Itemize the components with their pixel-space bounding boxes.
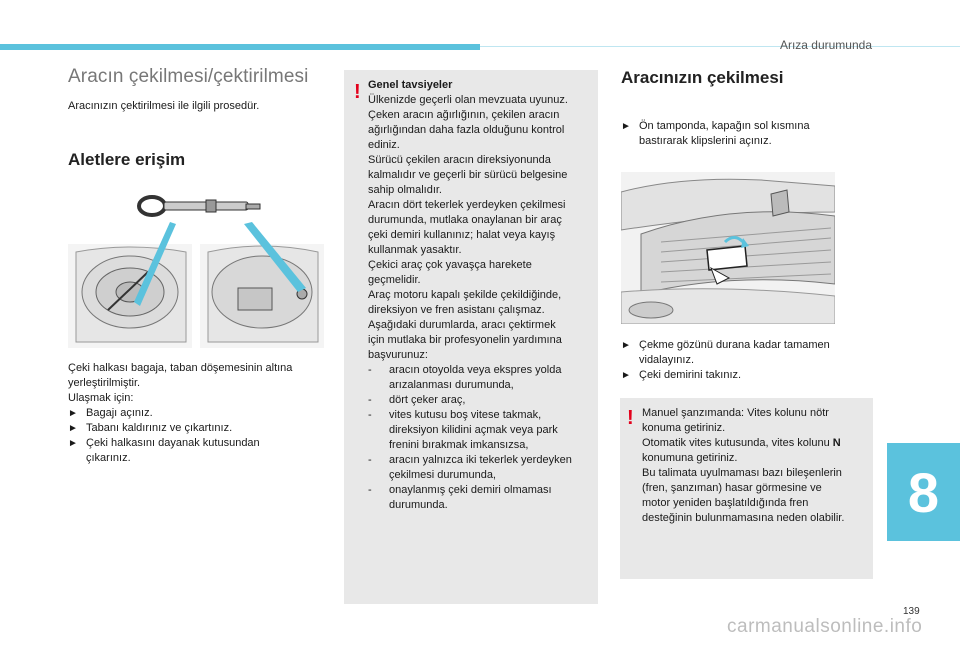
step-open-trunk: ► Bagajı açınız. (68, 407, 153, 419)
chapter-title: Arıza durumunda (779, 38, 872, 52)
front-bumper-illustration (621, 172, 835, 324)
step-take-ring-cont: çıkarınız. (86, 452, 131, 464)
tow-ring-trunk-illustration (68, 192, 326, 350)
advice-line: geçmelidir. (368, 274, 421, 286)
step-screw-eye: ► Çekme gözünü durana kadar tamamen vidalayınız. (621, 339, 830, 366)
note-line: Bu talimata uyulmaması bazı bileşenlerin (642, 467, 842, 479)
step-remove-floor: ► Tabanı kaldırınız ve çıkartınız. (68, 422, 233, 434)
page-number: 139 (903, 606, 920, 617)
dash-item-two-wheels: - aracın yalnızca iki tekerlek yerdeyken çekilmesi durumunda, (368, 454, 572, 481)
warning-icon: ! (627, 407, 634, 429)
advice-line: Çekici araç çok yavaşça harekete (368, 259, 532, 271)
general-advice-text (368, 78, 596, 513)
advice-line: Araç motoru kapalı şekilde çekildiğinde, (368, 289, 562, 301)
general-advice-box (344, 70, 598, 604)
advice-line: Aşağıdaki durumlarda, aracı çektirmek (368, 319, 556, 331)
dash-item-highway: - aracın otoyolda veya ekspres yolda arızalanması durumunda, (368, 364, 562, 391)
arrow-bullet-icon: ► (621, 340, 631, 351)
advice-line: durumunda, mutlaka onaylanan bir araç (368, 214, 562, 226)
note-line: Manuel şanzımanda: Vites kolunu nötr (642, 407, 829, 419)
note-line: motor yeniden başlatıldığında fren (642, 497, 809, 509)
advice-line: için mutlaka bir profesyonelin yardımına (368, 334, 562, 346)
general-advice-title: Genel tavsiyeler (368, 79, 453, 91)
note-line: konumuna getiriniz. (642, 452, 738, 464)
step-take-ring: ► Çeki halkasını dayanak kutusundan (68, 437, 260, 449)
trunk-view-right (200, 244, 324, 348)
tow-eye-tool (139, 197, 260, 215)
gear-n-label: N (832, 437, 841, 449)
advice-line: sahip olmalıdır. (368, 184, 442, 196)
gearbox-note-text (642, 406, 872, 526)
watermark: carmanualsonline.info (727, 616, 923, 637)
dash-item-no-bar: - onaylanmış çeki demiri olmaması durumunda. (368, 484, 552, 511)
advice-line: ağırlığından daha fazla olduğunu kontrol (368, 124, 565, 136)
arrow-bullet-icon: ► (68, 423, 78, 434)
advice-line: Ülkenizde geçerli olan mevzuata uyunuz. (368, 94, 568, 106)
header-thin-rule (480, 46, 960, 47)
caption-line-2: yerleştirilmiştir. (68, 377, 141, 389)
arrow-bullet-icon: ► (68, 438, 78, 449)
caption-line-1: Çeki halkası bagaja, taban döşemesinin altına (68, 362, 293, 374)
arrow-bullet-icon: ► (621, 121, 631, 132)
towing-step-1: ► Ön tamponda, kapağın sol kısmına bastırarak klipslerini açınız. (621, 120, 810, 147)
section-title-tools: Aletlere erişim (68, 150, 186, 169)
advice-line: Çeken aracın ağırlığının, çekilen aracın (368, 109, 560, 121)
intro-text: Aracınızın çektirilmesi ile ilgili prosedür. (68, 100, 260, 112)
advice-line: kalmalıdır ve geçerli bir sürücü belgesine (368, 169, 568, 181)
section-title-towing: Aracınızın çekilmesi (621, 68, 784, 87)
tools-instructions (68, 361, 330, 466)
note-line: (fren, şanzıman) hasar görmesine ve (642, 482, 822, 494)
chapter-tab: 8 (887, 443, 960, 541)
gearbox-note-box (620, 398, 873, 579)
advice-line: başvurunuz: (368, 349, 428, 361)
advice-line: direksiyon ve fren asistanı çalışmaz. (368, 304, 545, 316)
arrow-bullet-icon: ► (68, 408, 78, 419)
trunk-view-left (68, 244, 192, 348)
arrow-bullet-icon: ► (621, 370, 631, 381)
header-accent-bar (0, 44, 480, 50)
note-line: desteğinin bulunmamasına neden olabilir. (642, 512, 845, 524)
towing-steps-2-3 (621, 338, 871, 383)
note-line: Otomatik vites kutusunda, vites kolunu N (642, 437, 841, 449)
advice-line: Sürücü çekilen aracın direksiyonunda (368, 154, 551, 166)
caption-line-3: Ulaşmak için: (68, 392, 134, 404)
advice-line: ediniz. (368, 139, 400, 151)
dash-item-neutral: - vites kutusu boş vitese takmak, direksiyon kilidini açmak veya park frenini bırakmak imkansızsa, (368, 409, 558, 451)
advice-line: çeki demiri kullanınız; halat veya kayış (368, 229, 556, 241)
note-line: konuma getiriniz. (642, 422, 726, 434)
warning-icon: ! (354, 81, 361, 103)
page-title: Aracın çekilmesi/çektirilmesi (68, 66, 309, 87)
advice-line: kullanmak yasaktır. (368, 244, 462, 256)
step-attach-bar: ► Çeki demirini takınız. (621, 369, 742, 381)
advice-line: Aracın dört tekerlek yerdeyken çekilmesi (368, 199, 566, 211)
dash-item-4wd: - dört çeker araç, (368, 394, 466, 406)
